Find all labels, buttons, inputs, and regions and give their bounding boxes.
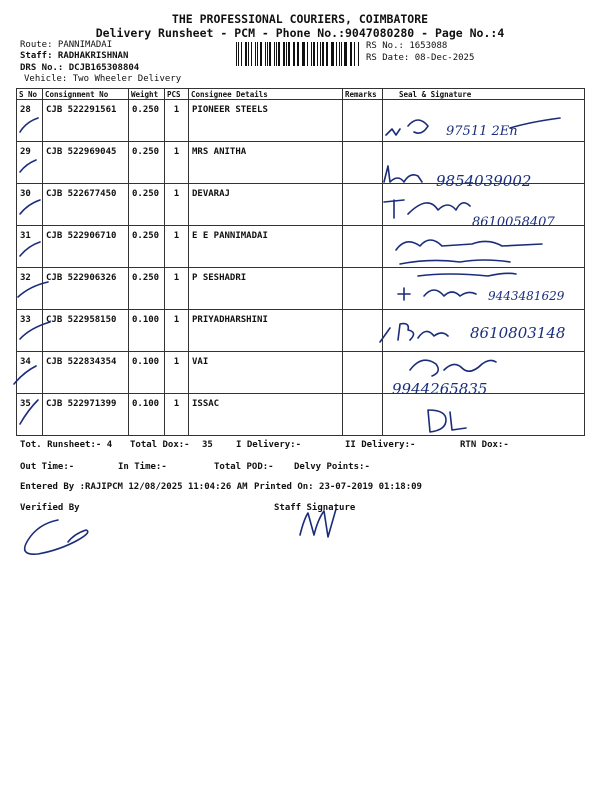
row-weight: 0.250 [129, 268, 165, 310]
rs-number: RS No.: 1653088 [366, 41, 448, 51]
row-consignment: CJB 522971399 [43, 394, 129, 436]
verified-signature [25, 520, 88, 554]
col-consignee: Consignee Details [189, 89, 343, 100]
row-consignment: CJB 522906710 [43, 226, 129, 268]
row-weight: 0.100 [129, 310, 165, 352]
row-sno: 33 [17, 310, 43, 352]
row-consignee: VAI [189, 352, 343, 394]
row-weight: 0.100 [129, 352, 165, 394]
row-weight: 0.100 [129, 394, 165, 436]
row-weight: 0.250 [129, 226, 165, 268]
row-consignee: P SESHADRI [189, 268, 343, 310]
delvy-points: Delvy Points:- [294, 462, 370, 472]
row-pcs: 1 [165, 226, 189, 268]
company-title: THE PROFESSIONAL COURIERS, COIMBATORE [171, 12, 429, 26]
i-delivery: I Delivery:- [236, 440, 302, 450]
tick-mark [20, 118, 38, 132]
row-consignment: CJB 522958150 [43, 310, 129, 352]
signature-scribble [380, 324, 448, 342]
row-weight: 0.250 [129, 142, 165, 184]
out-time: Out Time:- [20, 462, 75, 472]
tick-mark [20, 200, 40, 214]
row-pcs: 1 [165, 184, 189, 226]
col-signature: Seal & Signature [383, 89, 585, 100]
signature-scribble [398, 288, 476, 300]
phone-handwritten: 8610803148 [470, 324, 566, 342]
row-pcs: 1 [165, 352, 189, 394]
row-pcs: 1 [165, 142, 189, 184]
signature-scribble [410, 360, 496, 376]
col-weight: Weight [129, 89, 165, 100]
rs-date: RS Date: 08-Dec-2025 [366, 53, 475, 63]
staff-label: Staff: RADHAKRISHNAN [20, 51, 129, 61]
row-pcs: 1 [165, 394, 189, 436]
row-sno: 31 [17, 226, 43, 268]
tot-runsheet: Tot. Runsheet:- 4 [20, 440, 113, 450]
tick-mark [20, 242, 40, 256]
row-consignment: CJB 522906326 [43, 268, 129, 310]
entered-by: Entered By :RAJIPCM 12/08/2025 11:04:26 AM [20, 482, 248, 492]
row-pcs: 1 [165, 310, 189, 352]
tick-mark [20, 322, 50, 339]
signature-scribble [510, 118, 560, 128]
row-consignment: CJB 522291561 [43, 100, 129, 142]
verified-by: Verified By [20, 503, 80, 513]
phone-handwritten: 97511 2En [446, 124, 518, 139]
phone-handwritten: 9443481629 [488, 289, 565, 303]
col-remarks: Remarks [343, 89, 383, 100]
drs-number: DRS No.: DCJB165308804 [20, 63, 140, 73]
route-label: Route: PANNIMADAI [20, 40, 113, 50]
tick-mark [14, 366, 36, 384]
tick-mark [20, 160, 36, 172]
row-consignment: CJB 522969045 [43, 142, 129, 184]
row-consignment: CJB 522677450 [43, 184, 129, 226]
phone-handwritten: 9854039002 [436, 172, 532, 190]
signature-scribble [386, 120, 428, 135]
row-weight: 0.250 [129, 184, 165, 226]
row-consignee: ISSAC [189, 394, 343, 436]
ii-delivery: II Delivery:- [345, 440, 416, 450]
tick-mark [18, 282, 48, 297]
row-sno: 34 [17, 352, 43, 394]
row-consignment: CJB 522834354 [43, 352, 129, 394]
col-consignment: Consignment No [43, 89, 129, 100]
staff-signature-label: Staff Signature [274, 503, 356, 513]
tick-mark [20, 400, 38, 424]
row-sno: 30 [17, 184, 43, 226]
row-sno: 35 [17, 394, 43, 436]
row-consignee: DEVARAJ [189, 184, 343, 226]
row-weight: 0.250 [129, 100, 165, 142]
total-pod: Total POD:- [214, 462, 274, 472]
row-consignee: PIONEER STEELS [189, 100, 343, 142]
row-pcs: 1 [165, 268, 189, 310]
total-dox-label: Total Dox:- [130, 440, 190, 450]
total-dox-value: 35 [202, 440, 213, 450]
row-sno: 29 [17, 142, 43, 184]
row-consignee: E E PANNIMADAI [189, 226, 343, 268]
col-pcs: PCS [165, 89, 189, 100]
phone-handwritten: 8610058407 [472, 215, 555, 230]
row-consignee: PRIYADHARSHINI [189, 310, 343, 352]
row-sno: 32 [17, 268, 43, 310]
vehicle-label: Vehicle: Two Wheeler Delivery [24, 74, 182, 84]
staff-signature-scribble [300, 509, 336, 537]
col-sno: S No [17, 89, 43, 100]
row-pcs: 1 [165, 100, 189, 142]
signature-scribble [384, 166, 422, 182]
in-time: In Time:- [118, 462, 167, 472]
signature-scribble [428, 410, 466, 432]
row-consignee: MRS ANITHA [189, 142, 343, 184]
printed-on: Printed On: 23-07-2019 01:18:09 [254, 482, 422, 492]
phone-handwritten: 9944265835 [392, 380, 488, 398]
row-sno: 28 [17, 100, 43, 142]
stamp-scribble [396, 240, 542, 276]
runsheet-subtitle: Delivery Runsheet - PCM - Phone No.:9047080280 - Page No.:4 [95, 26, 505, 40]
signature-scribble [384, 200, 470, 218]
rtn-dox: RTN Dox:- [460, 440, 509, 450]
